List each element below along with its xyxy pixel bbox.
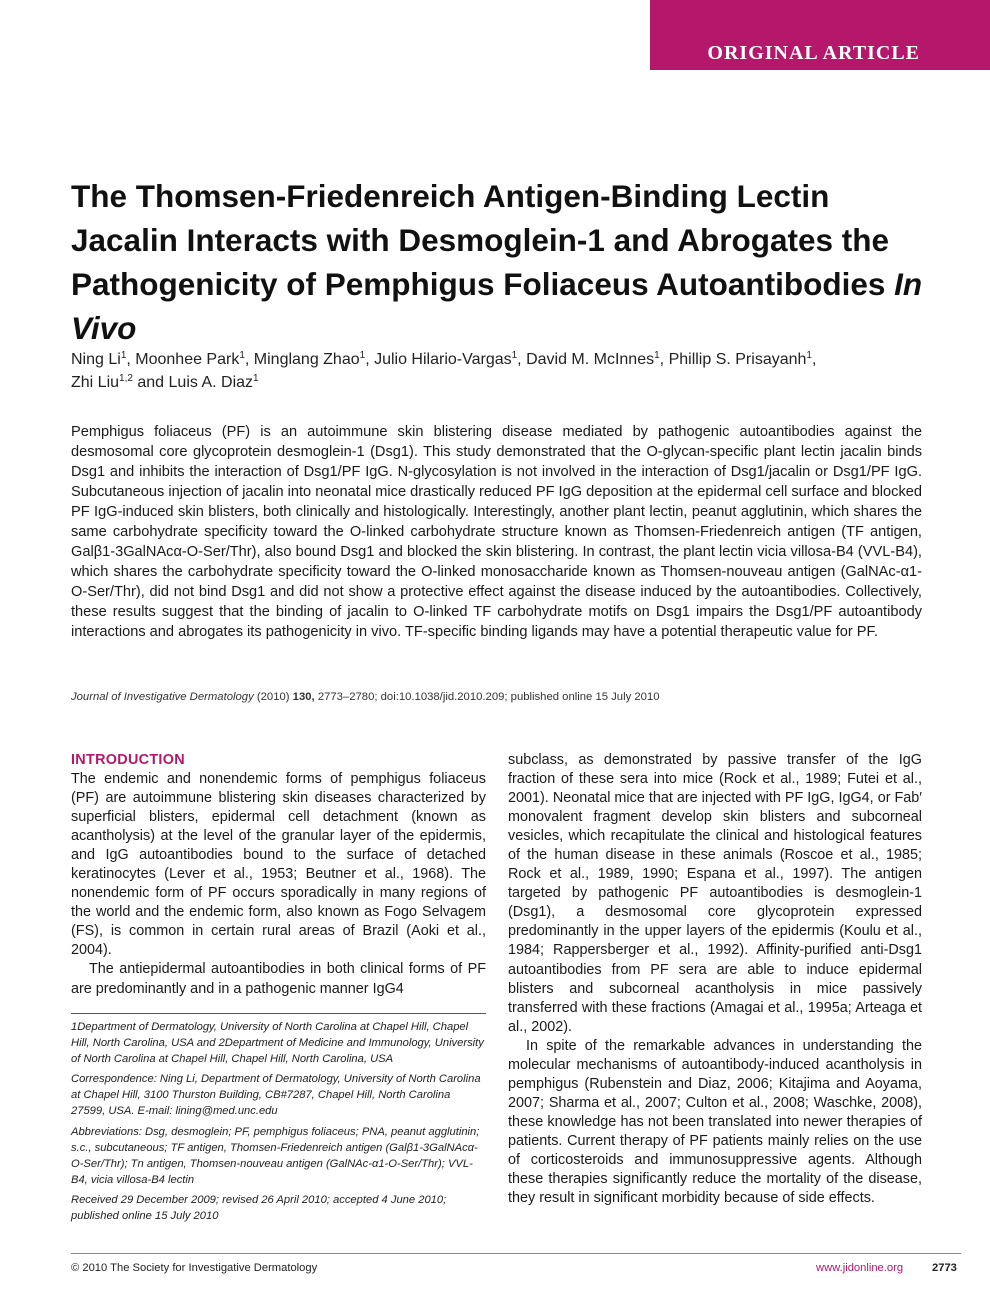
footnote-received: Received 29 December 2009; revised 26 April 2010; accepted 4 June 2010; published online 15 July 2010 [71, 1193, 447, 1223]
intro-paragraph: The antiepidermal autoantibodies in both clinical forms of PF are predominantly and in a pathogenic manner IgG4 [71, 961, 486, 997]
footer-divider [71, 1253, 961, 1254]
title-main: The Thomsen-Friedenreich Antigen-Binding Lectin Jacalin Interacts with Desmoglein-1 and Abrogates the Pathogenicity of Pemphigus Foliaceus Autoantibodies [71, 178, 895, 302]
left-column [71, 751, 486, 999]
author-name: Ning Li [71, 351, 121, 368]
journal-citation [71, 689, 931, 705]
author-affiliation: 1 [654, 350, 660, 361]
page-number: 2773 [932, 1262, 957, 1274]
citation-journal: Journal of Investigative Dermatology [71, 691, 254, 703]
author-name: Luis A. Diaz [168, 374, 254, 391]
author-affiliation: 1 [511, 350, 518, 361]
citation-volume: 130, [292, 691, 315, 703]
author-affiliation: 1 [120, 350, 127, 361]
article-title [71, 174, 931, 350]
footnote-correspondence: Correspondence: Ning Li, Department of Dermatology, University of North Carolina at Chapel Hill, 3100 Thurston Building, CB#7287, Chapel Hill, North Carolina 27599, USA. E-mail: lining@med.unc.edu [71, 1073, 481, 1118]
journal-website-link[interactable]: www.jidonline.org [816, 1262, 904, 1274]
intro-paragraph: In spite of the remarkable advances in understanding the molecular mechanisms of autoantibody-induced acantholysis in pemphigus (Rubenstein and Diaz, 2006; Kitajima and Aoyama, 2007; Sharma et al., 2007; Culton et al., 2008; Waschke, 2008), these knowledge has not been translated into newer therapies of patients. Current therapy of PF patients mainly relies on the use of corticosteroids and immunosuppressive agents. Although these therapies significantly reduce the mortality of the disease, they result in significant morbidity because of side effects. [508, 1037, 922, 1207]
author-name: Moonhee Park [135, 351, 240, 368]
author-name: Zhi Liu [71, 374, 120, 391]
author-affiliation: 1 [806, 350, 812, 361]
citation-year: (2010) [256, 691, 290, 703]
author-list: Ning Li$^1$, Moonhee Park$^1$, Minglang Zhao$^1$, Julio Hilario-Vargas$^1$, David M. McInnes$^1$, Phillip S. Prisayanh$^1$, Zhi Liu$^{1,2}$ and Luis A. Diaz$^1$ [71, 350, 817, 391]
abstract: Pemphigus foliaceus (PF) is an autoimmune skin blistering disease mediated by pathogenic autoantibodies against the desmosomal core glycoprotein desmoglein-1 (Dsg1). This study demonstrated that the O-glycan-specific plant lectin jacalin binds Dsg1 and inhibits the interaction of Dsg1/PF IgG. N-glycosylation is not involved in the interaction of Dsg1/jacalin or Dsg1/PF IgG. Subcutaneous injection of jacalin into neonatal mice drastically reduced PF IgG deposition at the epidermal cell surface and blocked PF IgG-induced skin blisters, both clinically and histologically. Interestingly, another plant lectin, peanut agglutinin, which shares the same carbohydrate specificity toward the O-linked carbohydrate structure known as Thomsen-Friedenreich antigen (TF antigen, Galβ1-3GalNAcα-O-Ser/Thr), also bound Dsg1 and blocked the skin blistering. In contrast, the plant lectin vicia villosa-B4 (VVL-B4), which shares the carbohydrate specificity toward the O-linked monosaccharide known as Thomsen-nouveau antigen (GalNAc-α1-O-Ser/Thr), did not bind Dsg1 and did not show a protective effect against the disease induced by the autoantibodies. Collectively, these results suggest that the binding of jacalin to O-linked TF carbohydrate motifs on Dsg1 impairs the Dsg1/PF autoantibody interactions and abrogates its pathogenicity in vivo. TF-specific binding ligands may have a potential therapeutic value for PF. [71, 424, 922, 640]
footnote-affiliations: 1Department of Dermatology, University of North Carolina at Chapel Hill, Chapel Hill, North Carolina, USA and 2Department of Medicine and Immunology, University of North Carolina at Chapel Hill, Chapel Hill, North Carolina, USA [71, 1021, 484, 1066]
author-affiliation: 1 [253, 373, 259, 384]
footnote-abbreviations: Abbreviations: Dsg, desmoglein; PF, pemphigus foliaceus; PNA, peanut agglutinin; s.c., subcutaneous; TF antigen, Thomsen-Friedenreich antigen (Galβ1-3GalNAcα-O-Ser/Thr); Tn antigen, Thomsen-nouveau antigen (GalNAc-α1-O-Ser/Thr); VVL-B4, vicia villosa-B4 lectin [71, 1125, 480, 1186]
title-italic: In Vivo [71, 266, 923, 346]
right-column [508, 751, 922, 1208]
author-affiliation: 1 [239, 350, 245, 361]
footnote-divider [71, 1013, 486, 1014]
author-name: Minglang Zhao [253, 351, 360, 368]
author-name: Phillip S. Prisayanh [668, 351, 807, 368]
author-name: Julio Hilario-Vargas [374, 351, 512, 368]
author-name: David M. McInnes [526, 351, 655, 368]
intro-paragraph: subclass, as demonstrated by passive transfer of the IgG fraction of these sera into mice (Rock et al., 1989; Futei et al., 2001). Neonatal mice that are injected with PF IgG, IgG4, or Fab′ monovalent fragment develop skin blisters and subcorneal vesicles, which recapitulate the clinical and histological features of the human disease in these animals (Roscoe et al., 1985; Rock et al., 1989, 1990; Espana et al., 1997). The antigen targeted by pathogenic PF autoantibodies is desmoglein-1 (Dsg1), a desmosomal core glycoprotein expressed predominantly in the upper layers of the epidermis (Koulu et al., 1984; Rappersberger et al., 1992). Affinity-purified anti-Dsg1 autoantibodies from PF sera are able to induce epidermal blisters and subcorneal acantholysis in mice passively transferred with these fractions (Amagai et al., 1995a; Arteaga et al., 2002). [508, 752, 922, 1035]
citation-details: 2773–2780; doi:10.1038/jid.2010.209; published online 15 July 2010 [317, 691, 660, 703]
introduction-heading: INTRODUCTION [71, 752, 185, 768]
footnotes [71, 1019, 486, 1228]
author-affiliation: 1 [359, 350, 366, 361]
author-affiliation: 1,2 [119, 373, 133, 384]
footer-copyright: © 2010 The Society for Investigative Dermatology [71, 1262, 318, 1274]
article-type-label: ORIGINAL ARTICLE [707, 42, 920, 64]
intro-paragraph: The endemic and nonendemic forms of pemphigus foliaceus (PF) are autoimmune blistering skin diseases characterized by superficial blisters, epidermal cell detachment (known as acantholysis) at the level of the granular layer of the epidermis, and IgG autoantibodies bound to the surface of detached keratinocytes (Lever et al., 1953; Beutner et al., 1968). The nonendemic form of PF occurs sporadically in many regions of the world and the endemic form, also known as Fogo Selvagem (FS), is common in certain rural areas of Brazil (Aoki et al., 2004). [71, 771, 486, 959]
article-type-banner [650, 0, 990, 70]
